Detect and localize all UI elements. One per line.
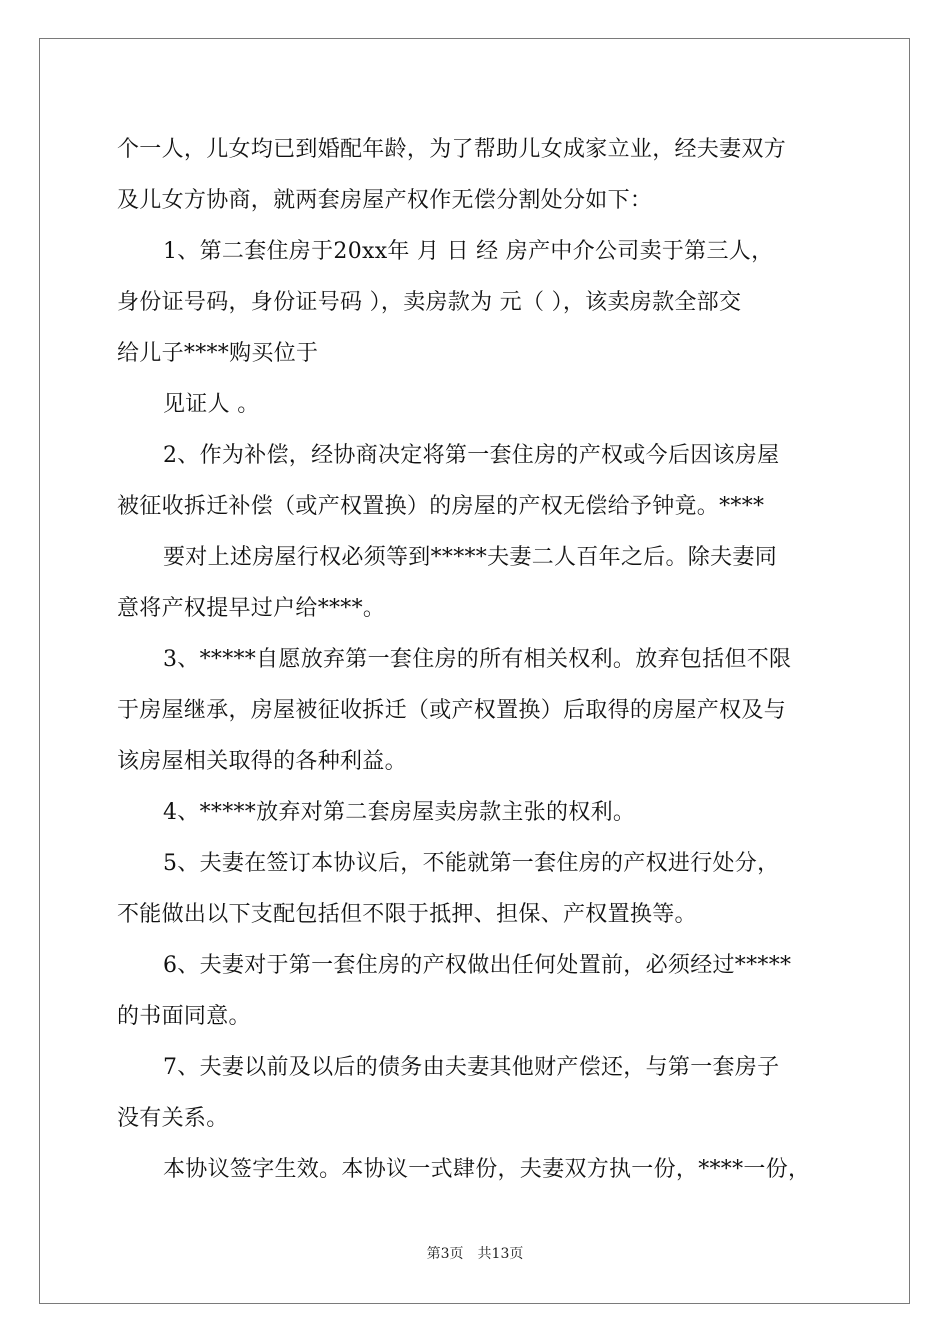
text-line: 没有关系。 — [117, 1106, 229, 1131]
document-body — [117, 128, 835, 1199]
text-line: 的书面同意。 — [117, 1004, 251, 1029]
text-line: 不能做出以下支配包括但不限于抵押、担保、产权置换等。 — [117, 902, 697, 927]
text-line: 7、夫妻以前及以后的债务由夫妻其他财产偿还，与第一套房子 — [163, 1055, 780, 1080]
text-line: 及儿女方协商，就两套房屋产权作无偿分割处分如下： — [117, 188, 653, 213]
text-line: 2、作为补偿，经协商决定将第一套住房的产权或今后因该房屋 — [163, 443, 780, 468]
text-line: 4、*****放弃对第二套房屋卖房款主张的权利。 — [163, 800, 636, 825]
text-line: 被征收拆迁补偿（或产权置换）的房屋的产权无偿给予钟竟。**** — [117, 494, 765, 519]
text-line: 6、夫妻对于第一套住房的产权做出任何处置前，必须经过***** — [163, 953, 792, 978]
text-line: 3、*****自愿放弃第一套住房的所有相关权利。放弃包括但不限 — [163, 647, 792, 672]
text-line: 给儿子****购买位于 — [117, 341, 319, 366]
page-number-footer: 第3页 共13页 — [426, 1246, 524, 1262]
text-line: 身份证号码，身份证号码 ），卖房款为 元（ ），该卖房款全部交 — [117, 290, 742, 315]
text-line: 见证人 。 — [163, 392, 260, 417]
text-line: 个一人，儿女均已到婚配年龄，为了帮助儿女成家立业，经夫妻双方 — [117, 137, 787, 162]
text-line: 该房屋相关取得的各种利益。 — [117, 749, 407, 774]
text-line: 1、第二套住房于20xx年 月 日 经 房产中介公司卖于第三人， — [163, 239, 774, 264]
text-line: 要对上述房屋行权必须等到*****夫妻二人百年之后。除夫妻同 — [163, 545, 778, 570]
text-line: 意将产权提早过户给****。 — [117, 596, 386, 621]
text-line: 5、夫妻在签订本协议后，不能就第一套住房的产权进行处分， — [163, 851, 780, 876]
text-line: 本协议签字生效。本协议一式肆份，夫妻双方执一份，****一份， — [163, 1157, 811, 1182]
text-line: 于房屋继承，房屋被征收拆迁（或产权置换）后取得的房屋产权及与 — [117, 698, 787, 723]
